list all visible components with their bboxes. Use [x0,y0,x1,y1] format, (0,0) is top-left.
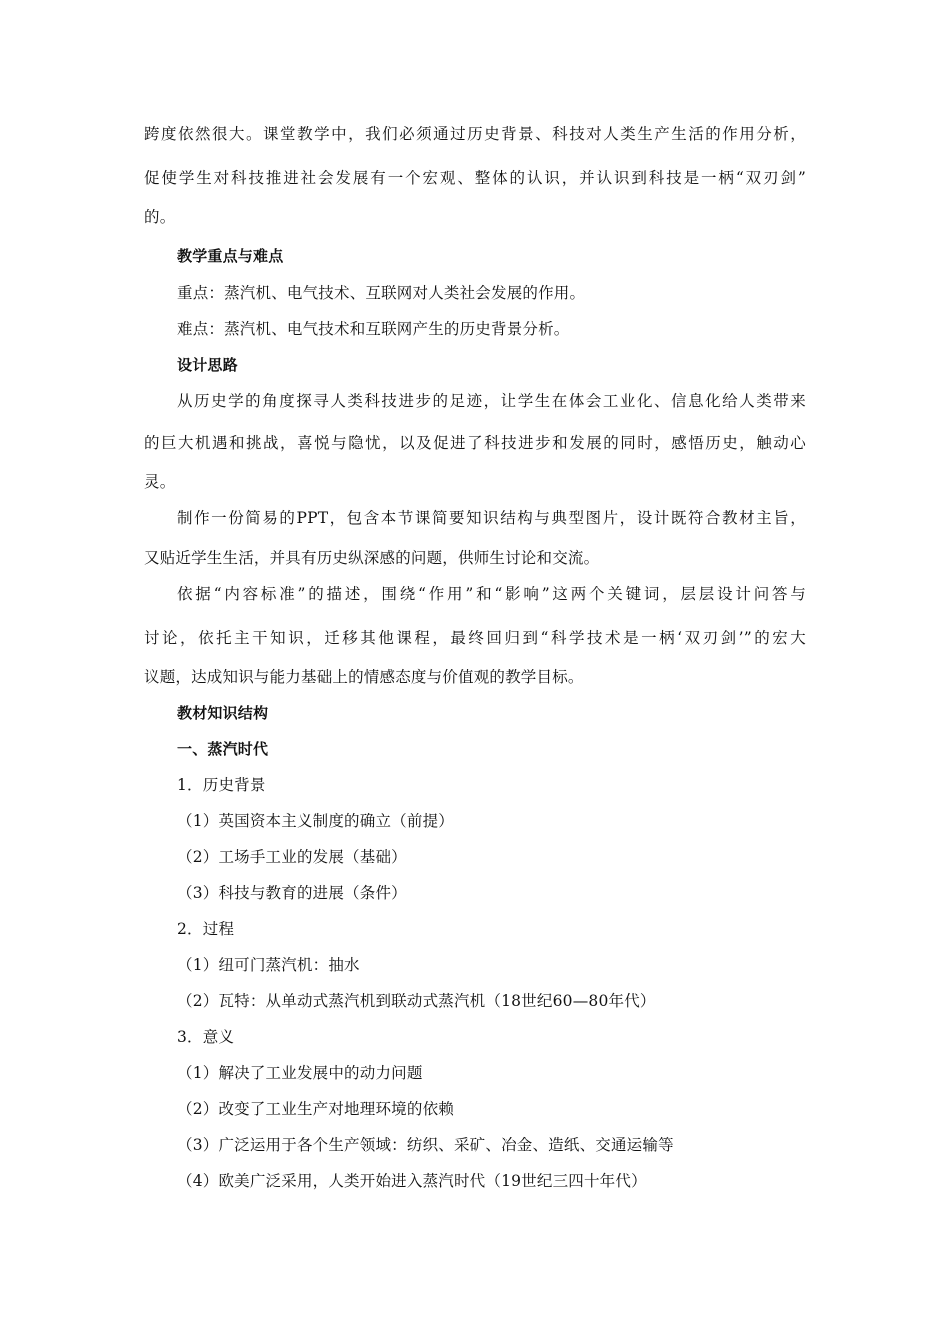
design-p1-line-1: 从历史学的角度探寻人类科技进步的足迹，让学生在体会工业化、信息化给人类带来 [177,392,806,410]
intro-line-2: 促使学生对科技推进社会发展有一个宏观、整体的认识，并认识到科技是一柄“双刃剑” [144,169,806,187]
background-item: （2）工场手工业的发展（基础） [177,848,407,866]
design-heading: 设计思路 [177,356,238,374]
meaning-item: （1）解决了工业发展中的动力问题 [177,1064,423,1082]
design-p3-line-1: 依据“内容标准”的描述，围绕“作用”和“影响”这两个关键词，层层设计问答与 [177,585,806,603]
design-p1-line-2: 的巨大机遇和挑战，喜悦与隐忧，以及促进了科技进步和发展的同时，感悟历史，触动心 [144,434,806,452]
process-title: 2．过程 [177,920,235,938]
background-title: 1．历史背景 [177,776,266,794]
meaning-title: 3．意义 [177,1028,235,1046]
section-steam-age: 一、蒸汽时代 [177,740,269,758]
focus-text: 重点：蒸汽机、电气技术、互联网对人类社会发展的作用。 [177,284,586,302]
structure-heading: 教材知识结构 [177,704,269,722]
meaning-item: （2）改变了工业生产对地理环境的依赖 [177,1100,454,1118]
design-p2-line-2: 又贴近学生生活，并具有历史纵深感的问题，供师生讨论和交流。 [144,549,600,567]
intro-line-1: 跨度依然很大。课堂教学中，我们必须通过历史背景、科技对人类生产生活的作用分析， [144,125,806,143]
meaning-item: （4）欧美广泛采用，人类开始进入蒸汽时代（19世纪三四十年代） [177,1172,647,1190]
design-p2-line-1: 制作一份简易的PPT，包含本节课简要知识结构与典型图片，设计既符合教材主旨， [177,509,806,527]
intro-line-3: 的。 [144,208,176,226]
design-p3-line-2: 讨论，依托主干知识，迁移其他课程，最终回归到“科学技术是一柄‘双刃剑’”的宏大 [144,629,806,647]
design-p3-line-3: 议题，达成知识与能力基础上的情感态度与价值观的教学目标。 [144,668,584,686]
background-item: （3）科技与教育的进展（条件） [177,884,407,902]
background-item: （1）英国资本主义制度的确立（前提） [177,812,454,830]
process-item: （2）瓦特：从单动式蒸汽机到联动式蒸汽机（18世纪60—80年代） [177,992,656,1010]
design-p1-line-3: 灵。 [144,473,176,491]
meaning-item: （3）广泛运用于各个生产领域：纺织、采矿、冶金、造纸、交通运输等 [177,1136,674,1154]
difficulty-text: 难点：蒸汽机、电气技术和互联网产生的历史背景分析。 [177,320,570,338]
process-item: （1）纽可门蒸汽机：抽水 [177,956,360,974]
key-points-heading: 教学重点与难点 [177,247,284,265]
